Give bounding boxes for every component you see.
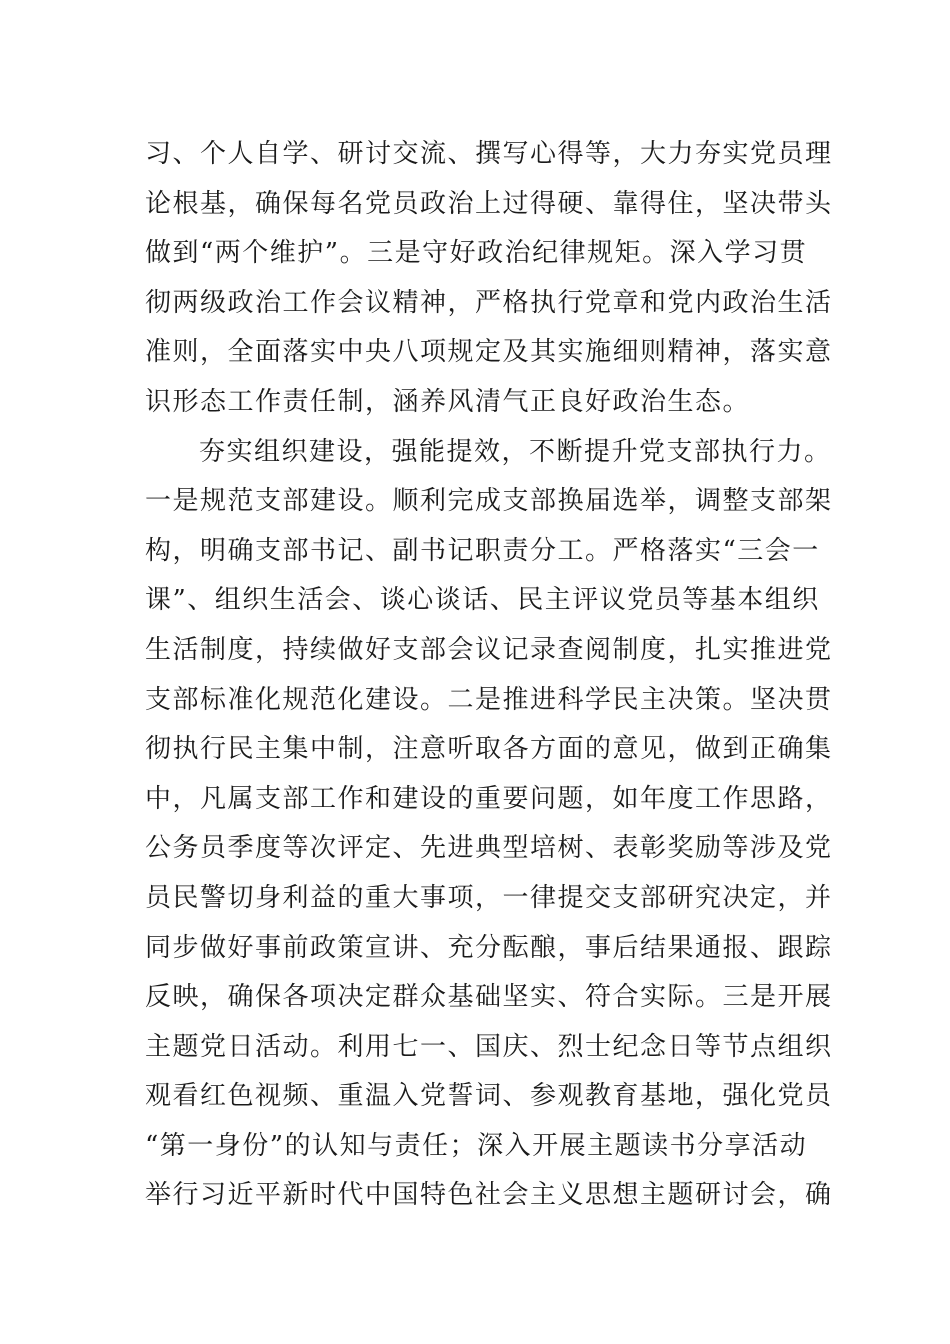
document-body <box>145 130 833 1221</box>
text-line: 公务员季度等次评定、先进典型培树、表彰奖励等涉及党 <box>145 833 833 864</box>
text-line: 一是规范支部建设。顺利完成支部换届选举，调整支部架 <box>145 486 833 517</box>
text-line: 准则，全面落实中央八项规定及其实施细则精神，落实意 <box>145 337 833 368</box>
text-line: 彻两级政治工作会议精神，严格执行党章和党内政治生活 <box>145 287 833 318</box>
text-line: 反映，确保各项决定群众基础坚实、符合实际。三是开展 <box>145 982 833 1013</box>
text-line: 课”、组织生活会、谈心谈话、民主评议党员等基本组织 <box>145 585 820 616</box>
paragraph-2 <box>145 428 833 1222</box>
text-line: 夯实组织建设，强能提效，不断提升党支部执行力。 <box>199 436 832 467</box>
text-line: 构，明确支部书记、副书记职责分工。严格落实“三会一 <box>145 535 820 566</box>
text-line: 同步做好事前政策宣讲、充分酝酿，事后结果通报、跟踪 <box>145 932 833 963</box>
text-line: 识形态工作责任制，涵养风清气正良好政治生态。 <box>145 386 751 417</box>
text-line: 彻执行民主集中制，注意听取各方面的意见，做到正确集 <box>145 734 833 765</box>
text-line: 做到“两个维护”。三是守好政治纪律规矩。深入学习贯 <box>145 238 808 269</box>
text-line: 支部标准化规范化建设。二是推进科学民主决策。坚决贯 <box>145 684 833 715</box>
text-line: 生活制度，持续做好支部会议记录查阅制度，扎实推进党 <box>145 634 833 665</box>
text-line: 主题党日活动。利用七一、国庆、烈士纪念日等节点组织 <box>145 1031 833 1062</box>
text-line: 论根基，确保每名党员政治上过得硬、靠得住，坚决带头 <box>145 188 833 219</box>
paragraph-1 <box>145 130 833 428</box>
text-line: 观看红色视频、重温入党誓词、参观教育基地，强化党员 <box>145 1081 833 1112</box>
text-line: 中，凡属支部工作和建设的重要问题，如年度工作思路， <box>145 783 833 814</box>
text-line: 习、个人自学、研讨交流、撰写心得等，大力夯实党员理 <box>145 139 833 169</box>
text-line: “第一身份”的认知与责任；深入开展主题读书分享活动 <box>145 1130 808 1161</box>
text-line: 举行习近平新时代中国特色社会主义思想主题研讨会，确 <box>145 1180 833 1211</box>
text-line: 员民警切身利益的重大事项，一律提交支部研究决定，并 <box>145 882 833 913</box>
